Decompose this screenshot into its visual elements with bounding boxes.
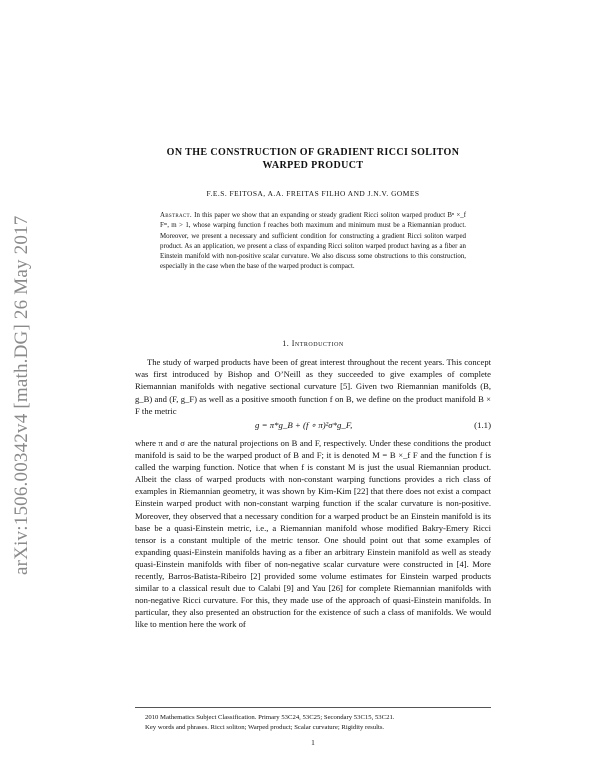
equation-formula: g = π*g_B + (f ∘ π)²σ*g_F, bbox=[255, 420, 353, 430]
arxiv-identifier-stamp[interactable]: arXiv:1506.00342v4 [math.DG] 26 May 2017 bbox=[11, 215, 32, 575]
section-heading-introduction: 1. Introduction bbox=[282, 339, 344, 348]
author-list: F.E.S. FEITOSA, A.A. FREITAS FILHO AND J.N.V. GOMES bbox=[206, 189, 420, 198]
footnotes bbox=[135, 713, 491, 732]
page-number: 1 bbox=[311, 738, 315, 747]
title-line-1: ON THE CONSTRUCTION OF GRADIENT RICCI SOLITON bbox=[166, 147, 460, 158]
intro-paragraph-2 bbox=[135, 437, 491, 631]
abstract-text: In this paper we show that an expanding or steady gradient Ricci soliton warped product Bⁿ ×_f Fᵐ, m > 1, whose warping function f reaches both maximum and minimum must be a Riemannian product. Moreover, we present a necessary and sufficient condition for constructing a gradient Ricci soliton warped product. As an application, we present a class of expanding Ricci soliton warped product having as a fiber an Einstein manifold with non-positive scalar curvature. We also discuss some obstructions to this construction, especially in the case when the base of the warped product is compact. bbox=[160, 212, 467, 271]
footnote-keywords: Key words and phrases. Ricci soliton; Warped product; Scalar curvature; Rigidity results. bbox=[145, 723, 385, 731]
abstract-label: Abstract. bbox=[160, 212, 192, 219]
intro-paragraph-1 bbox=[135, 356, 491, 417]
title-line-2: WARPED PRODUCT bbox=[262, 160, 364, 171]
paper-title bbox=[135, 146, 491, 172]
abstract bbox=[160, 211, 466, 273]
paragraph-text: where π and σ are the natural projections on B and F, respectively. Under these conditions the product manifold is said to be the warped product of B and F; it is denoted M = B ×_f F and the function f is called the warping function. Notice that when f is constant M is just the usual Riemannian product. Albeit the class of warped products with non-constant warping functions provides a rich class of examples in Riemannian geometry, it was shown by Kim-Kim [22] that there does not exist a compact Einstein warped product with non-constant warping function if the scalar curvature is non-positive. Moreover, they observed that a necessary condition for a warped product be an Einstein manifold is its base be a quasi-Einstein metric, i.e., a Riemannian manifold whose modified Bakry-Emery Ricci tensor is a constant multiple of the metric tensor. One should point out that some examples of expanding quasi-Einstein manifolds having as a fiber an arbitrary Einstein manifold as well as steady quasi-Einstein manifolds with fiber of non-negative scalar curvature were constructed in [4]. More recently, Barros-Batista-Ribeiro [2] provided some volume estimates for Einstein warped products similar to a classical result due to Calabi [9] and Yau [26] for complete Riemannian manifolds with non-negative Ricci curvature. For this, they made use of the approach of quasi-Einstein manifolds. In particular, they also presented an obstruction for the existence of such a class of manifolds. We would like to mention here the work of bbox=[135, 438, 491, 630]
footnote-rule bbox=[135, 707, 491, 708]
footnote-msc: 2010 Mathematics Subject Classification. Primary 53C24, 53C25; Secondary 53C15, 53C21. bbox=[145, 714, 395, 721]
equation-1-1 bbox=[135, 420, 491, 434]
paragraph-text: The study of warped products have been of great interest throughout the recent years. This concept was first introduced by Bishop and O’Neill as they succeeded to give examples of complete Riemannian manifolds with negative sectional curvature [5]. Given two Riemannian manifolds (B, g_B) and (F, g_F) as well as a positive smooth function f on B, we define on the product manifold B × F the metric bbox=[135, 357, 491, 416]
equation-number: (1.1) bbox=[474, 420, 491, 430]
